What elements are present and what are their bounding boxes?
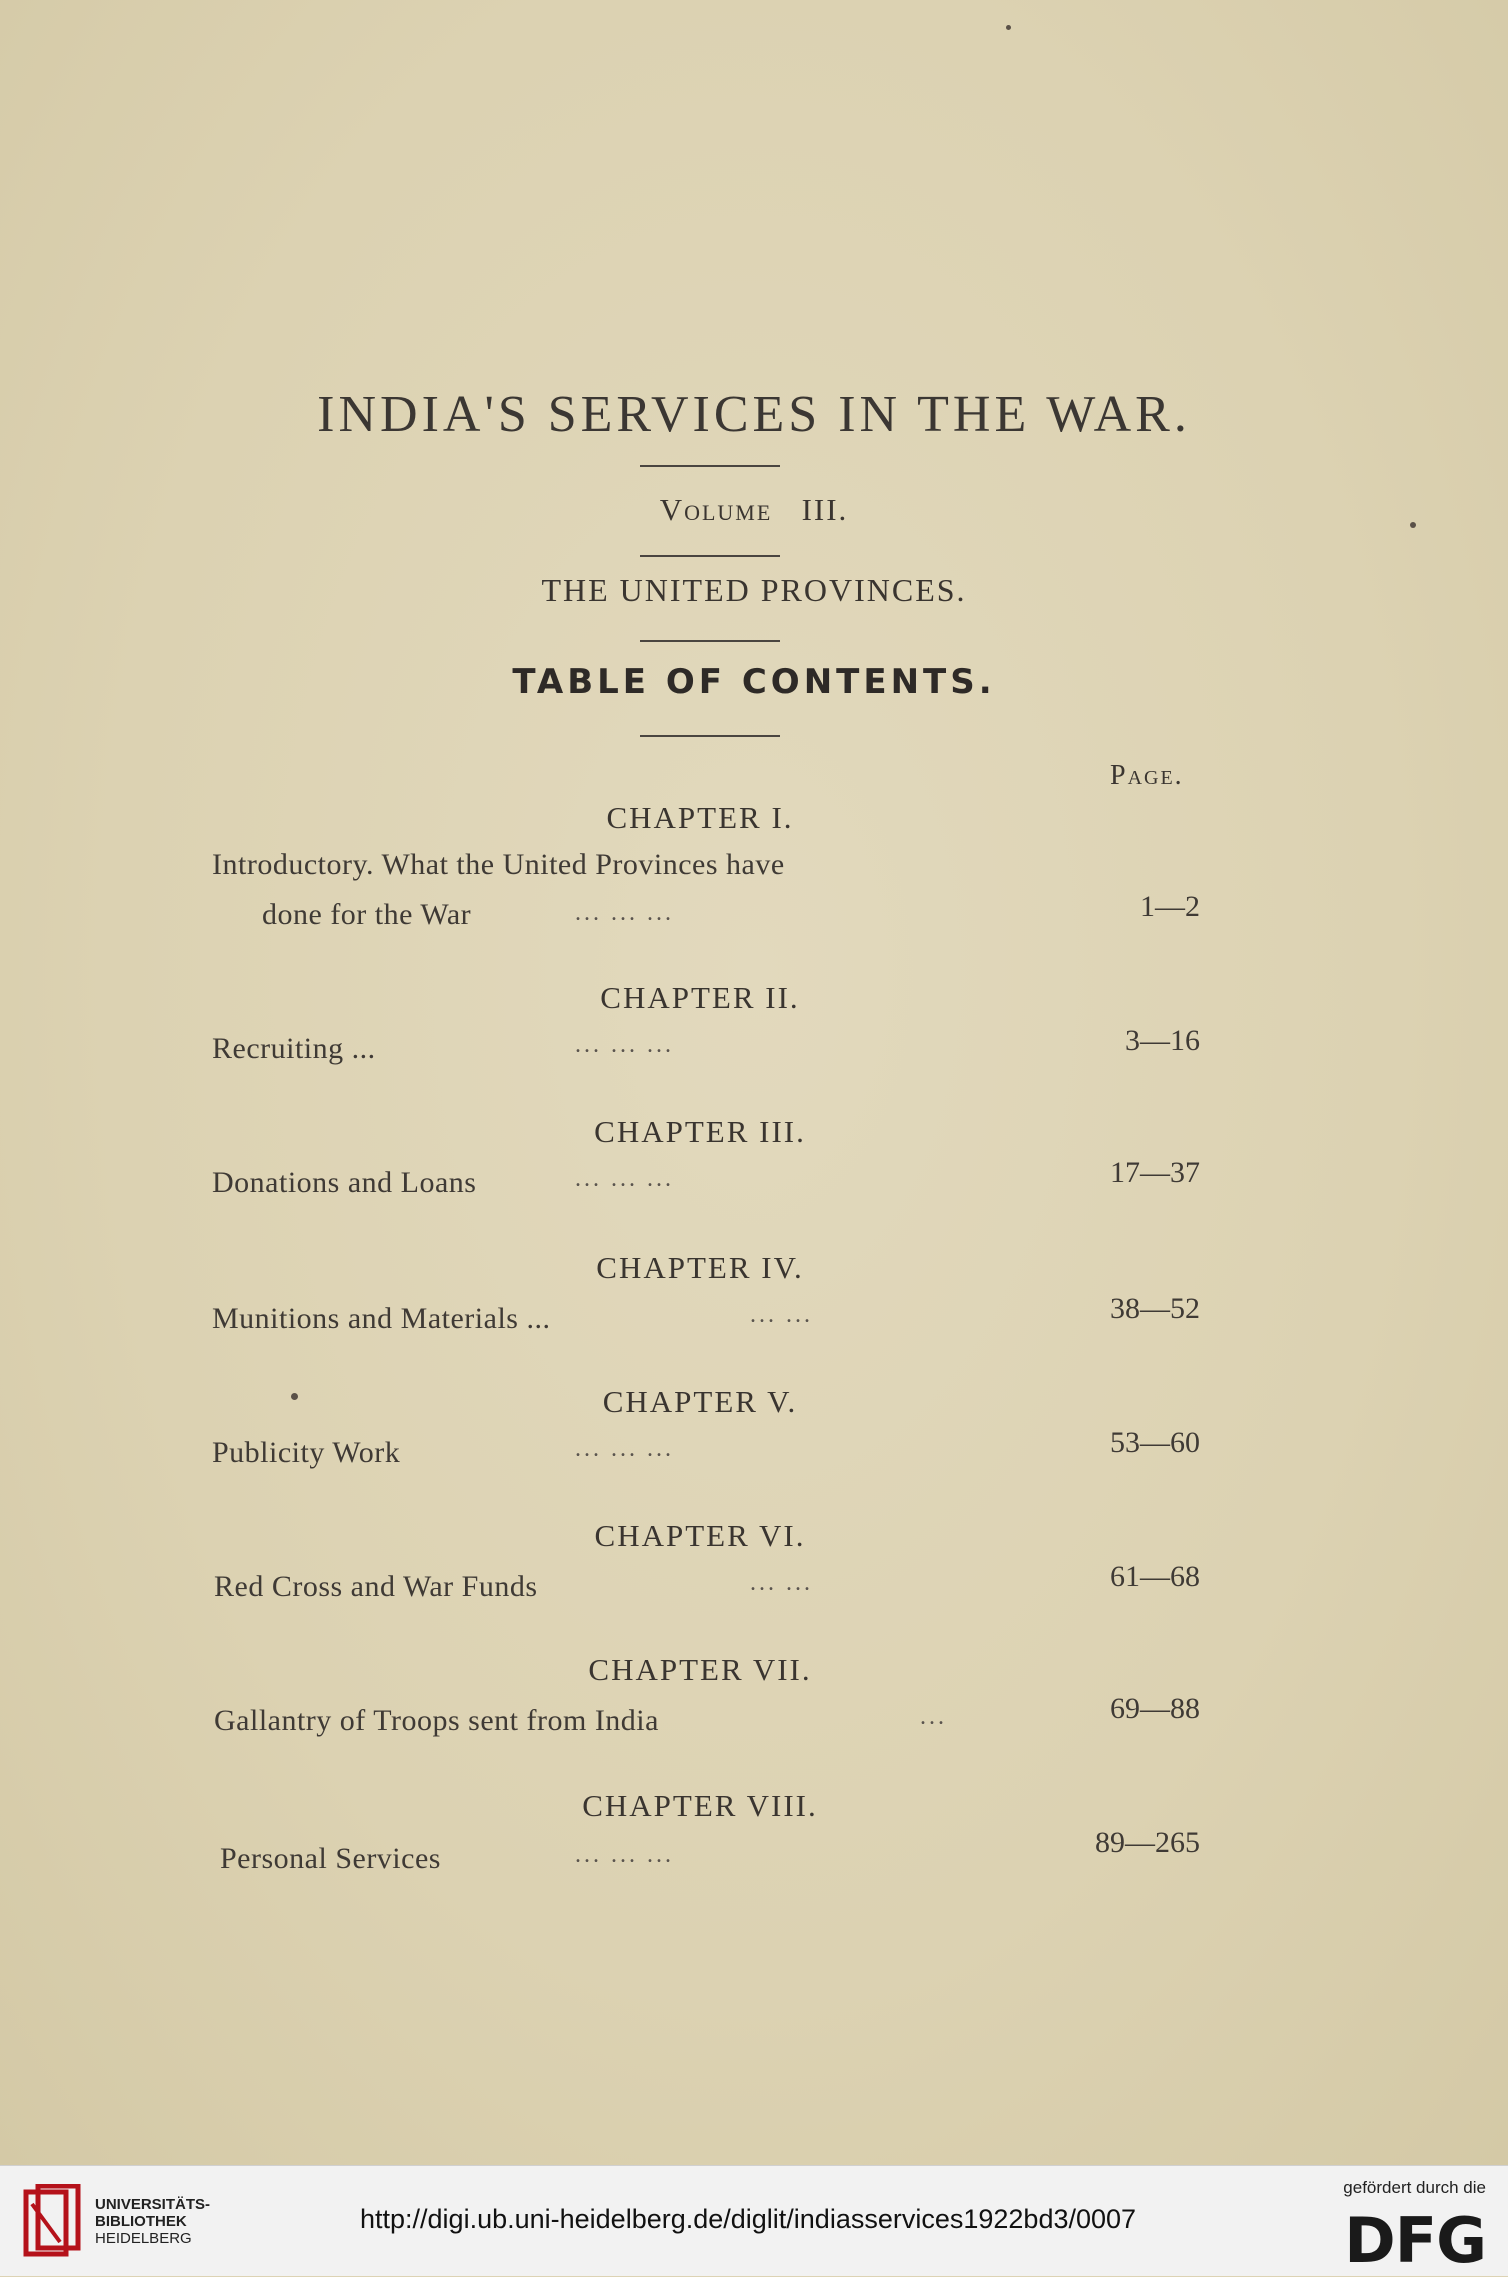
leader-dots: ... ... ... <box>575 1032 674 1058</box>
leader-dots: ... <box>920 1704 947 1730</box>
page-range: 1—2 <box>1140 890 1200 923</box>
funding-note: gefördert durch die <box>1343 2178 1486 2197</box>
chapter-heading: CHAPTER V. <box>602 1384 798 1419</box>
leader-dots: ... ... ... <box>575 1166 674 1192</box>
leader-dots: ... ... <box>750 1302 813 1328</box>
volume-number: III. <box>801 492 849 527</box>
chapter-heading: CHAPTER III. <box>594 1114 806 1149</box>
book-title: INDIA'S SERVICES IN THE WAR. <box>317 386 1191 443</box>
library-name-line: BIBLIOTHEK <box>95 2213 187 2230</box>
footer-bar <box>0 2165 1508 2276</box>
chapter-entry-title-continued[interactable]: done for the War <box>262 898 472 931</box>
leader-dots: ... ... <box>750 1570 813 1596</box>
volume-word: Volume <box>659 492 773 527</box>
ink-speck <box>291 1393 298 1400</box>
leader-dots: ... ... ... <box>575 1436 674 1462</box>
university-library-name <box>95 2196 210 2247</box>
divider <box>640 640 780 642</box>
chapter-entry-title[interactable]: Recruiting ... <box>212 1032 376 1065</box>
page-column-label: Page. <box>1110 760 1184 791</box>
volume-line <box>0 492 1508 528</box>
page-range: 3—16 <box>1125 1024 1200 1057</box>
chapter-entry-title[interactable]: Munitions and Materials ... <box>212 1302 551 1335</box>
leader-dots: ... ... ... <box>575 900 674 926</box>
ink-speck <box>1410 522 1416 528</box>
chapter-heading: CHAPTER VIII. <box>582 1788 818 1823</box>
divider <box>640 555 780 557</box>
library-name-line: HEIDELBERG <box>95 2230 192 2247</box>
university-library-logo-icon <box>22 2184 84 2262</box>
chapter-heading: CHAPTER VII. <box>588 1652 812 1687</box>
leader-dots: ... ... ... <box>575 1842 674 1868</box>
volume-subtitle: THE UNITED PROVINCES. <box>541 572 967 608</box>
chapter-entry-title[interactable]: Red Cross and War Funds <box>214 1570 538 1603</box>
chapter-heading: CHAPTER IV. <box>596 1250 804 1285</box>
ink-speck <box>1006 25 1011 30</box>
chapter-entry-title[interactable]: Personal Services <box>220 1842 441 1875</box>
chapter-entry-title[interactable]: Introductory. What the United Provinces have <box>212 848 785 881</box>
library-name-line: UNIVERSITÄTS- <box>95 2196 211 2213</box>
page-range: 89—265 <box>1095 1826 1200 1859</box>
page-range: 17—37 <box>1110 1156 1200 1189</box>
divider <box>640 735 780 737</box>
toc-heading: TABLE OF CONTENTS. <box>512 662 996 702</box>
page-range: 61—68 <box>1110 1560 1200 1593</box>
chapter-entry-title[interactable]: Donations and Loans <box>212 1166 477 1199</box>
chapter-entry-title[interactable]: Publicity Work <box>212 1436 401 1469</box>
source-url-link[interactable]: http://digi.ub.uni-heidelberg.de/diglit/indiasservices1922bd3/0007 <box>360 2204 1137 2234</box>
page-range: 69—88 <box>1110 1692 1200 1725</box>
chapter-heading: CHAPTER II. <box>600 980 800 1015</box>
divider <box>640 465 780 467</box>
chapter-heading: CHAPTER I. <box>606 800 794 835</box>
page-range: 38—52 <box>1110 1292 1200 1325</box>
chapter-heading: CHAPTER VI. <box>594 1518 806 1553</box>
dfg-logo: DFG <box>1344 2204 1486 2277</box>
page-range: 53—60 <box>1110 1426 1200 1459</box>
chapter-entry-title[interactable]: Gallantry of Troops sent from India <box>214 1704 659 1737</box>
